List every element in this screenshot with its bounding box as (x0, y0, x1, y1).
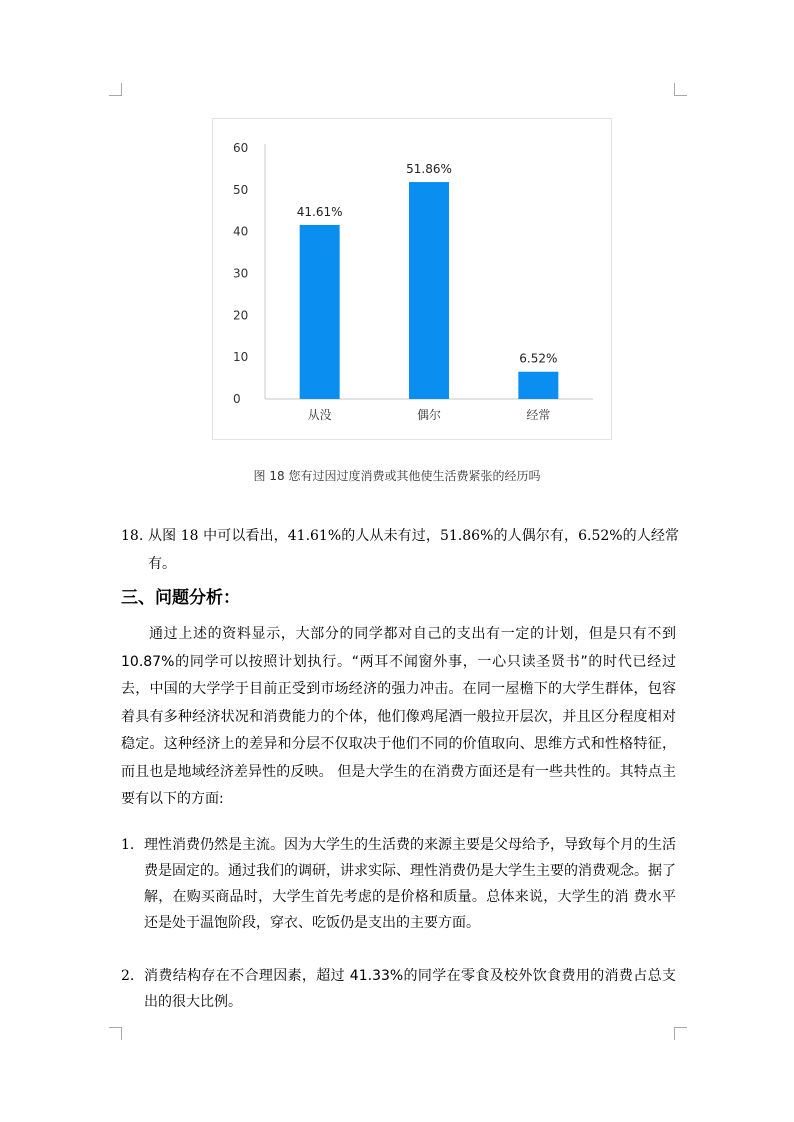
section-heading: 三、问题分析： (121, 588, 240, 608)
list-item-number: 2. (121, 968, 135, 984)
y-tick-label: 60 (233, 141, 249, 155)
y-tick-label: 50 (233, 182, 249, 197)
list-item-text: 消费结构存在不合理因素，超过 41.33%的同学在零食及校外饮食费用的消费占总支出的很大比例。 (144, 968, 676, 1010)
list-item-text: 理性消费仍然是主流。因为大学生的生活费的来源主要是父母给予，导致每个月的生活费是固定的。通过我们的调研，讲求实际、理性消费仍是大学生主要的消费观念。据了解，在购买商品时，大学生首先考虑的是价格和质量。总体来说，大学生的消 费水平还是处于温饱阶段，穿衣、吃饭仍是支出的主要方面。 (144, 837, 676, 931)
list-item-number: 1. (121, 837, 135, 853)
body-paragraph: 通过上述的资料显示，大部分的同学都对自己的支出有一定的计划，但是只有不到 10.87%的同学可以按照计划执行。“两耳不闻窗外事，一心只读圣贤书”的时代已经过去，中国的大学学于目前正受到市场经济的强力冲击。在同一屋檐下的大学生群体，包容着具有多种经济状况和消费能力的个体，他们像鸡尾酒一般拉开层次，并且区分程度相对稳定。这种经济上的差异和分层不仅取决于他们不同的价值取向、思维方式和性格特征，而且也是地域经济差异性的反映。 但是大学生的在消费方面还是有一些共性的。其特点主要有以下的方面: (121, 626, 676, 807)
crop-mark-bottom-left (109, 1027, 122, 1040)
list-item (121, 963, 676, 1015)
y-tick-label: 30 (233, 266, 249, 281)
data-label: 41.61% (296, 204, 343, 219)
numbered-item-18 (121, 522, 679, 578)
list-item (121, 832, 676, 936)
category-label: 经常 (526, 408, 551, 422)
item-text: 从图 18 中可以看出，41.61%的人从未有过，51.86%的人偶尔有，6.52%的人经常有。 (148, 528, 679, 572)
y-tick-label: 40 (233, 224, 249, 239)
figure-caption: 图 18 您有过因过度消费或其他使生活费紧张的经历吗 (253, 469, 541, 483)
bar (518, 372, 558, 399)
category-label: 从没 (307, 408, 332, 422)
item-number: 18. (121, 528, 144, 544)
y-tick-label: 10 (233, 350, 249, 365)
crop-mark-top-right (674, 83, 687, 96)
crop-mark-bottom-right (674, 1027, 687, 1040)
bar-chart-svg (213, 119, 613, 441)
category-label: 偶尔 (416, 408, 442, 422)
bar-chart (212, 118, 612, 440)
y-tick-label: 20 (233, 308, 249, 323)
bar (409, 182, 449, 399)
bar (300, 225, 340, 399)
data-label: 6.52% (519, 351, 558, 366)
y-tick-label: 0 (233, 392, 241, 406)
crop-mark-top-left (109, 83, 122, 96)
data-label: 51.86% (406, 162, 452, 177)
